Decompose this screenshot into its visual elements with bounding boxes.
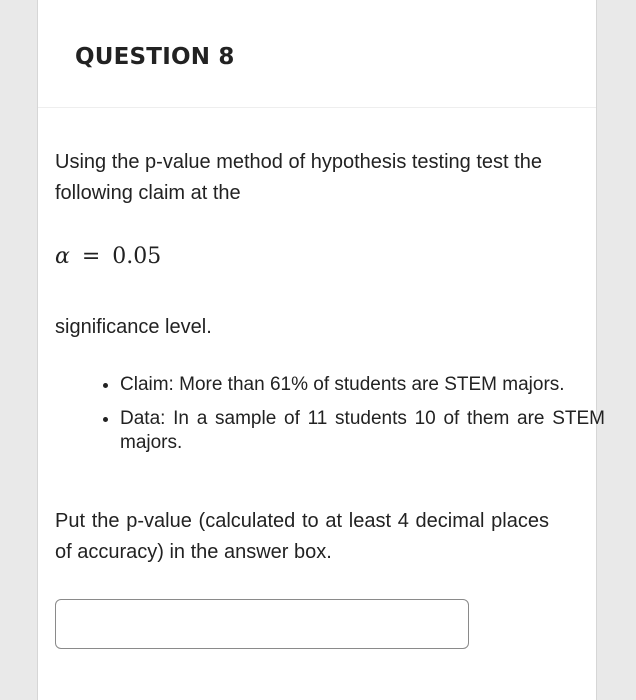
- alpha-value: 0.05: [112, 244, 162, 269]
- title-divider: [38, 107, 596, 108]
- list-item-data: • Data: In a sample of 11 students 10 of them are STEM majors.: [120, 407, 605, 455]
- alpha-equation: [55, 244, 161, 269]
- claim-data-list: [98, 373, 605, 465]
- question-intro: Using the p-value method of hypothesis testing test the following claim at the: [55, 151, 542, 204]
- question-card: [37, 0, 605, 700]
- significance-text: significance level.: [55, 316, 212, 338]
- question-title: QUESTION 8: [75, 44, 235, 70]
- equals-sign: =: [81, 244, 101, 269]
- alpha-symbol: α: [55, 244, 70, 269]
- answer-input[interactable]: [55, 599, 469, 649]
- list-item-claim: • Claim: More than 61% of students are STEM majors.: [120, 373, 605, 397]
- answer-instruction: Put the p-value (calculated to at least 4 decimal places of accuracy) in the answer box.: [55, 510, 549, 563]
